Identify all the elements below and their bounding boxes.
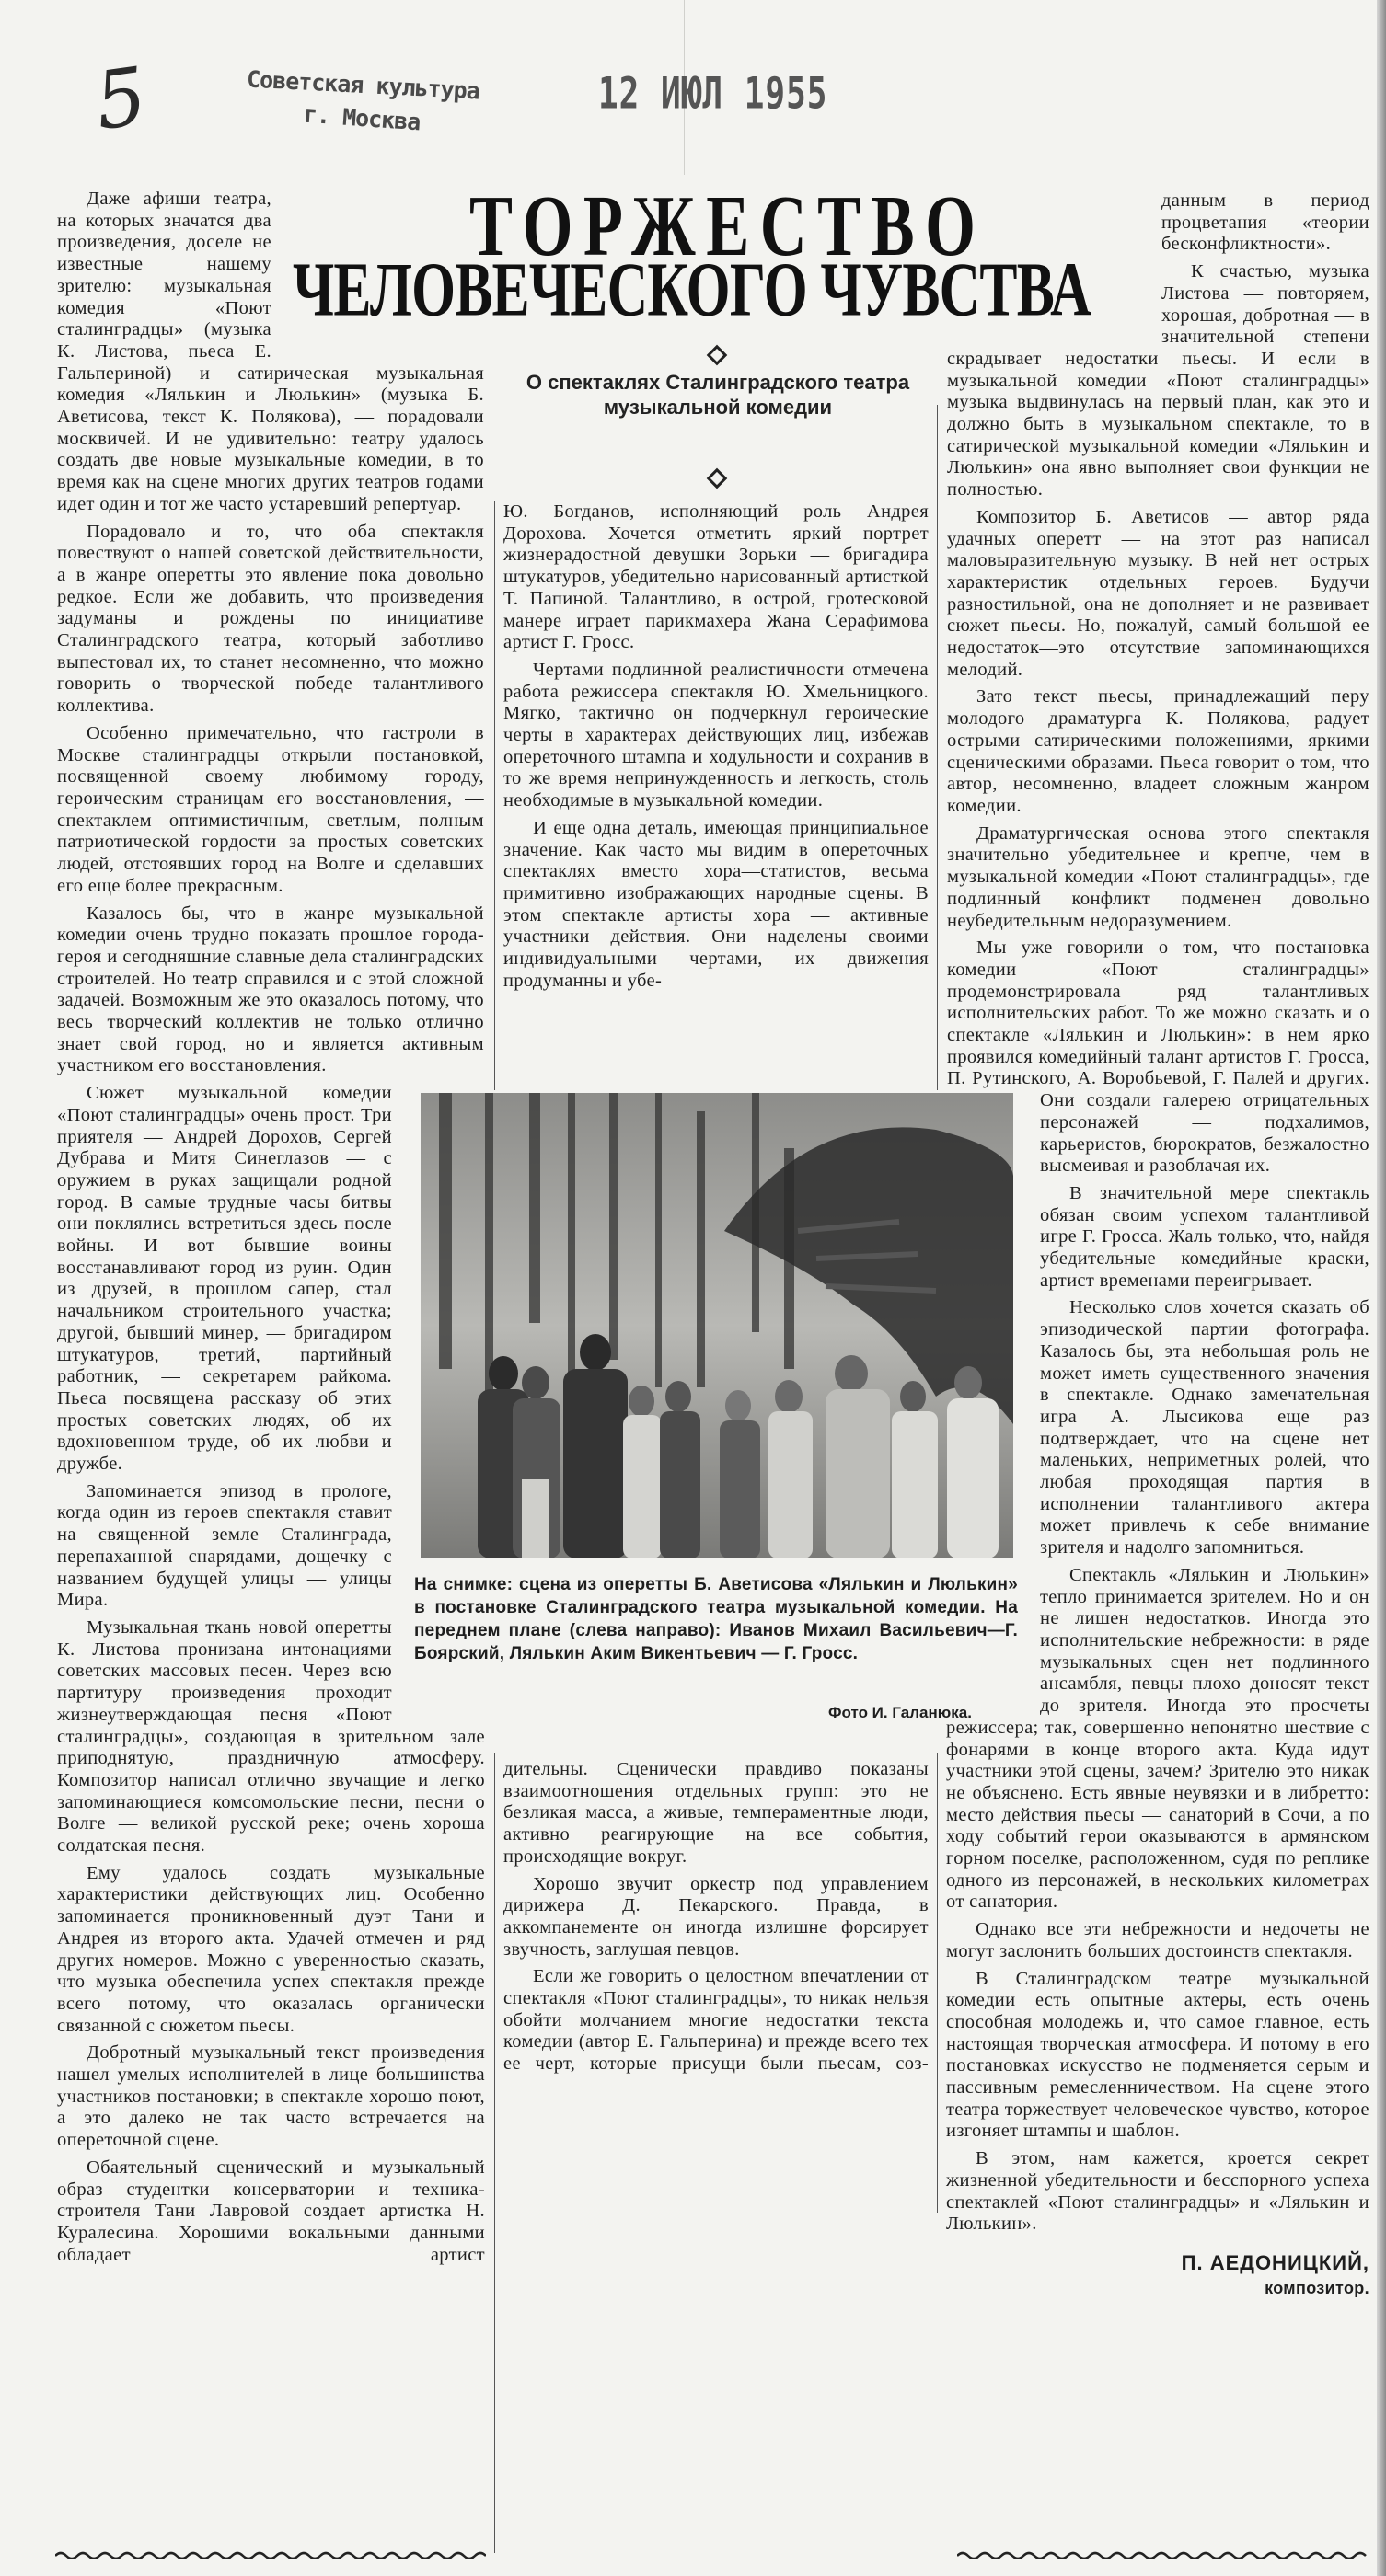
newspaper-stamp-title: Советская культура — [246, 65, 480, 105]
article-paragraph: Несколько слов хочется сказать об эпизодической партии фотографа. Казалось бы, эта небольшая роль не может иметь существенного значения в спектакле. Однако замечательная игра А. Лысикова еще раз подтверждает, что на сцене нет маленьких, неприметных ролей, что любая проходящая партия в исполнении талантливого актера может привлечь к себе внимание зрителя и надолго запомниться. — [1040, 1297, 1369, 1558]
article-paragraph: дительны. Сценически правдиво показаны взаимоотношения отдельных групп: это не безликая масса, а живые, темпераментные люди, активно реагирующие на все события, происходящие вокруг. — [503, 1759, 929, 1867]
article-paragraph: Мы уже говорили о том, что постановка комедии «Поют сталинградцы» продемонстрировала ряд талантливых исполнительских работ. То же можно сказать и о спектакле «Лялькин и Люлькин»: в нем ярко проявился комедийный талант артистов Г. Гросса, П. Рутинского, А. Воробьевой, Г. Палей и других. Они создали галерею отрицательных персонажей — подхалимов, карьеристов, бюрократов, безжалостно высмеивая и разоблачая их. — [947, 937, 1369, 1177]
scene-photo-image — [421, 1093, 1013, 1558]
article-paragraph: Ю. Богданов, исполняющий роль Андрея Дорохова. Хочется отметить яркий портрет жизнерадостной девушки Зорьки — бригадира штукатуров, убедительно нарисованный артисткой Т. Папиной. Талантливо, в острой, гротесковой манере играет парикмахера Жана Серафимова артист Г. Гросс. — [503, 501, 929, 653]
wavy-rule-right — [957, 2550, 1373, 2559]
author-name: П. АЕДОНИЦКИЙ, — [1181, 2250, 1369, 2274]
author-role: композитор. — [1265, 2278, 1369, 2297]
article-paragraph: К счастью, музыка Листова — повторяем, хорошая, добротная — в значительной степени скрадывает недостатки пьесы. И если в музыкальной комедии «Поют сталинградцы» музыка выдвинулась на первый план, как это и должно быть в музыкальном спектакле, то в сатирической музыкальной комедии «Лялькин и Люлькин» она явно выполняет свои функции не полностью. — [947, 261, 1369, 500]
article-paragraph: В значительной мере спектакль обязан своим успехом талантливой игре Г. Гросса. Жаль только, что, найдя убедительные комедийные краски, артист временами переигрывает. — [1040, 1182, 1369, 1291]
article-paragraph: Музыкальная ткань новой оперетты К. Листова пронизана интонациями советских массовых песен. Через всю партитуру произведения проходит жизнеутверждающая песня «Поют сталинградцы», создающая в зрительном зале приподнятую, праздничную атмосферу. Композитор написал отлично звучащие и легко запоминающиеся комсомольские песни, песни о Волге — великой русской реке; очень хороша солдатская песня. — [57, 1617, 485, 1857]
column-rule — [494, 501, 495, 1090]
article-paragraph: Чертами подлинной реалистичности отмечена работа режиссера спектакля Ю. Хмельницкого. Мягко, тактично он подчеркнул героические черты в характерах действующих лиц, избежав опереточного штампа и ходульности и сохранив в то же время непринужденность и легкость, столь необходимые в музыкальной комедии. — [503, 659, 929, 811]
column-rule — [937, 405, 938, 1090]
article-paragraph: Ему удалось создать музыкальные характеристики действующих лиц. Особенно запоминается проникновенный дуэт Тани и Андрея из второго акта. Удачей отмечен и ряд других номеров. Можно с уверенностью сказать, что музыка обеспечила успех спектакля прежде всего потому, что оказалась органически связанной с сюжетом пьесы. — [57, 1862, 485, 2036]
article-paragraph: Порадовало и то, что оба спектакля повествуют о нашей советской действительности, а в жанре оперетты это явление пока довольно редкое. Если же добавить, что произведения задуманы и рождены по инициативе Сталинградского театра, который заботливо выпестовал их, то станет несомненно, что можно говорить о творческой победе талантливого коллектива. — [57, 521, 484, 717]
diamond-ornament-icon — [707, 468, 728, 489]
diamond-ornament-icon — [707, 345, 728, 366]
article-paragraph: Обаятельный сценический и музыкальный образ студентки консерватории и техника-строителя Тани Лавровой создает артистка Н. Куралесина. Хорошими вокальными данными обладает артист — [57, 2156, 485, 2265]
column-rule — [937, 1753, 938, 2213]
article-paragraph: Запоминается эпизод в прологе, когда один из героев спектакля ставит на священной земле Сталинграда, перепаханной снарядами, дощечку с названием будущей улицы — улицы Мира. — [57, 1480, 392, 1611]
article-paragraph: Однако все эти небрежности и недочеты не могут заслонить больших достоинств спектакля. — [946, 1919, 1369, 1961]
article-paragraph: Драматургическая основа этого спектакля значительно убедительнее и крепче, чем в музыкальной комедии «Поют сталинградцы», где подлинный конфликт подменен довольно неубедительным недоразумением. — [947, 822, 1369, 931]
author-signature — [946, 2252, 1369, 2299]
photo-credit: Фото И. Галанюка. — [828, 1704, 972, 1721]
article-paragraph: Особенно примечательно, что гастроли в Москве сталинградцы открыли постановкой, посвященной своему любимому городу, героическим страницам его восстановления, — спектаклем оптимистичным, светлым, полным патриотической гордости за простых советских людей, отстоявших город на Волге и сделавших его еще более прекрасным. — [57, 722, 484, 896]
article-paragraph: Казалось бы, что в жанре музыкальной комедии очень трудно показать прошлое города-героя и сегодняшние славные дела сталинградских строителей. Но театр справился и с этой сложной задачей. Возможным же это оказалось потому, что весь творческий коллектив не только отлично знает свой город, но и является активным участником его восстановления. — [57, 903, 484, 1076]
wavy-rule-left — [55, 2550, 486, 2559]
headline-line-1: ТОРЖЕСТВО — [469, 177, 987, 274]
handwritten-page-number: 5 — [89, 50, 153, 149]
scene-photo — [421, 1093, 1013, 1558]
article-paragraph: Композитор Б. Аветисов — автор ряда удачных оперетт — на этот раз написал маловыразительную музыку. В ней нет острых характеристик отдельных героев. Будучи разностильной, она не дополняет и не развивает сюжет пьесы. Но, пожалуй, самый большой ее недостаток—это отсутствие запоминающихся мелодий. — [947, 506, 1369, 680]
article-paragraph: Если же говорить о целостном впечатлении от спектакля «Поют сталинградцы», то никак нельзя обойти молчанием многие недостатки текста комедии (автор Е. Гальперина) и прежде всего тех ее черт, которые присущи были пьесам, соз- — [503, 1966, 929, 2075]
newspaper-stamp-city: г. Москва — [303, 100, 422, 136]
article-paragraph: Сюжет музыкальной комедии «Поют сталинградцы» очень прост. Три приятеля — Андрей Дорохов, Сергей Дубрава и Митя Синеглазов — с оружием в руках защищали родной город. В самые трудные часы битвы они поклялись встретиться здесь после войны. И вот бывшие воины восстанавливают город из руин. Один из друзей, в прошлом сапер, стал начальником строительного участка; другой, бывший минер, — бригадиром штукатуров, третий, партийный работник, — секретарем райкома. Пьеса посвящена рассказу об этих простых советских людях, об их вдохновенном труде, об их любви и дружбе. — [57, 1083, 392, 1475]
article-paragraph: Даже афиши театра, на которых значатся два произведения, доселе не известные нашему зрителю: музыкальная комедия «Поют сталинградцы» (музыка К. Листова, пьеса Е. Гальпериной) и сатирическая музыкальная комедия «Лялькин и Люлькин» (музыка Б. Аветисова, текст К. Полякова), — порадовали москвичей. И не удивительно: театру удалось создать две новые музыкальные комедии, в то время как на сцене многих других театров годами идет один и тот же часто устаревший репертуар. — [57, 189, 484, 514]
right-column — [946, 190, 1369, 2299]
column-rule — [494, 1753, 495, 2553]
article-subheading: О спектаклях Сталинградского театра музыкальной комедии — [526, 371, 910, 419]
article-paragraph: данным в период процветания «теории бесконфликтности». — [1161, 190, 1369, 255]
article-paragraph: Добротный музыкальный текст произведения нашел умелых исполнителей в лице большинства участников постановки; в спектакле хорошо поют, а это далеко не так часто встречается на опереточной сцене. — [57, 2042, 485, 2151]
date-stamp: 12 ИЮЛ 1955 — [598, 69, 828, 120]
photo-caption: На снимке: сцена из оперетты Б. Аветисова «Лялькин и Люлькин» в постановке Сталинградского театра музыкальной комедии. На переднем плане (слева направо): Иванов Михаил Васильевич—Г. Боярский, Лялькин Аким Викентьевич — Г. Гросс. — [414, 1575, 1018, 1663]
article-paragraph: Хорошо звучит оркестр под управлением дирижера Д. Пекарского. Правда, в аккомпанементе он иногда излишне форсирует звучность, заглушая певцов. — [503, 1873, 929, 1960]
article-paragraph: В Сталинградском театре музыкальной комедии есть опытные актеры, есть очень способная молодежь и, что самое главное, есть настоящая творческая атмосфера. И потому в его постановках искусство не подменяется серым и пассивным ремесленничеством. На сцене этого театра торжествует человеческое чувство, которое изгоняет штампы и шаблон. — [946, 1968, 1369, 2142]
middle-column-top — [503, 501, 929, 997]
article-paragraph: И еще одна деталь, имеющая принципиальное значение. Как часто мы видим в опереточных спектаклях вместо хора—статистов, весьма примитивно изображающих народные сцены. В этом спектакле артисты хора — активные участники действия. Они наделены своими индивидуальными чертами, их движения продуманны и убе- — [503, 817, 929, 991]
article-paragraph: Зато текст пьесы, принадлежащий перу молодого драматурга К. Полякова, радует острыми сатирическими положениями, яркими сценическими образами. Пьеса говорит о том, что автор, несомненно, владеет сложным жанром комедии. — [947, 686, 1369, 816]
article-paragraph: Спектакль «Лялькин и Люлькин» тепло принимается зрителем. Но и он не лишен недостатков. Иногда это исполнительские небрежности: в ряде музыкальных сцен нет подлинного ансамбля, певцы плохо доносят текст до зрителя. Иногда это просчеты режиссера; так, совершенно непонятно шествие с фонарями в конце второго акта. Куда идут участники этой сцены, зачем? Зрителю это никак не объяснено. Есть явные неувязки и в либретто: место действия пьесы — санаторий в Сочи, а по ходу событий герои оказываются в армянском горном поселке, расположенном, судя по реплике одного из персонажей, в нескольких километрах от санатория. — [946, 1564, 1369, 1913]
article-paragraph: В этом, нам кажется, кроется секрет жизненной убедительности и бесспорного успеха спектаклей «Поют сталинградцы» и «Лялькин и Люлькин». — [946, 2148, 1369, 2235]
scan-edge — [1377, 0, 1386, 2576]
headline-line-2: ЧЕЛОВЕЧЕСКОГО ЧУВСТВА — [293, 247, 1091, 333]
middle-column-bottom — [503, 1759, 929, 2081]
